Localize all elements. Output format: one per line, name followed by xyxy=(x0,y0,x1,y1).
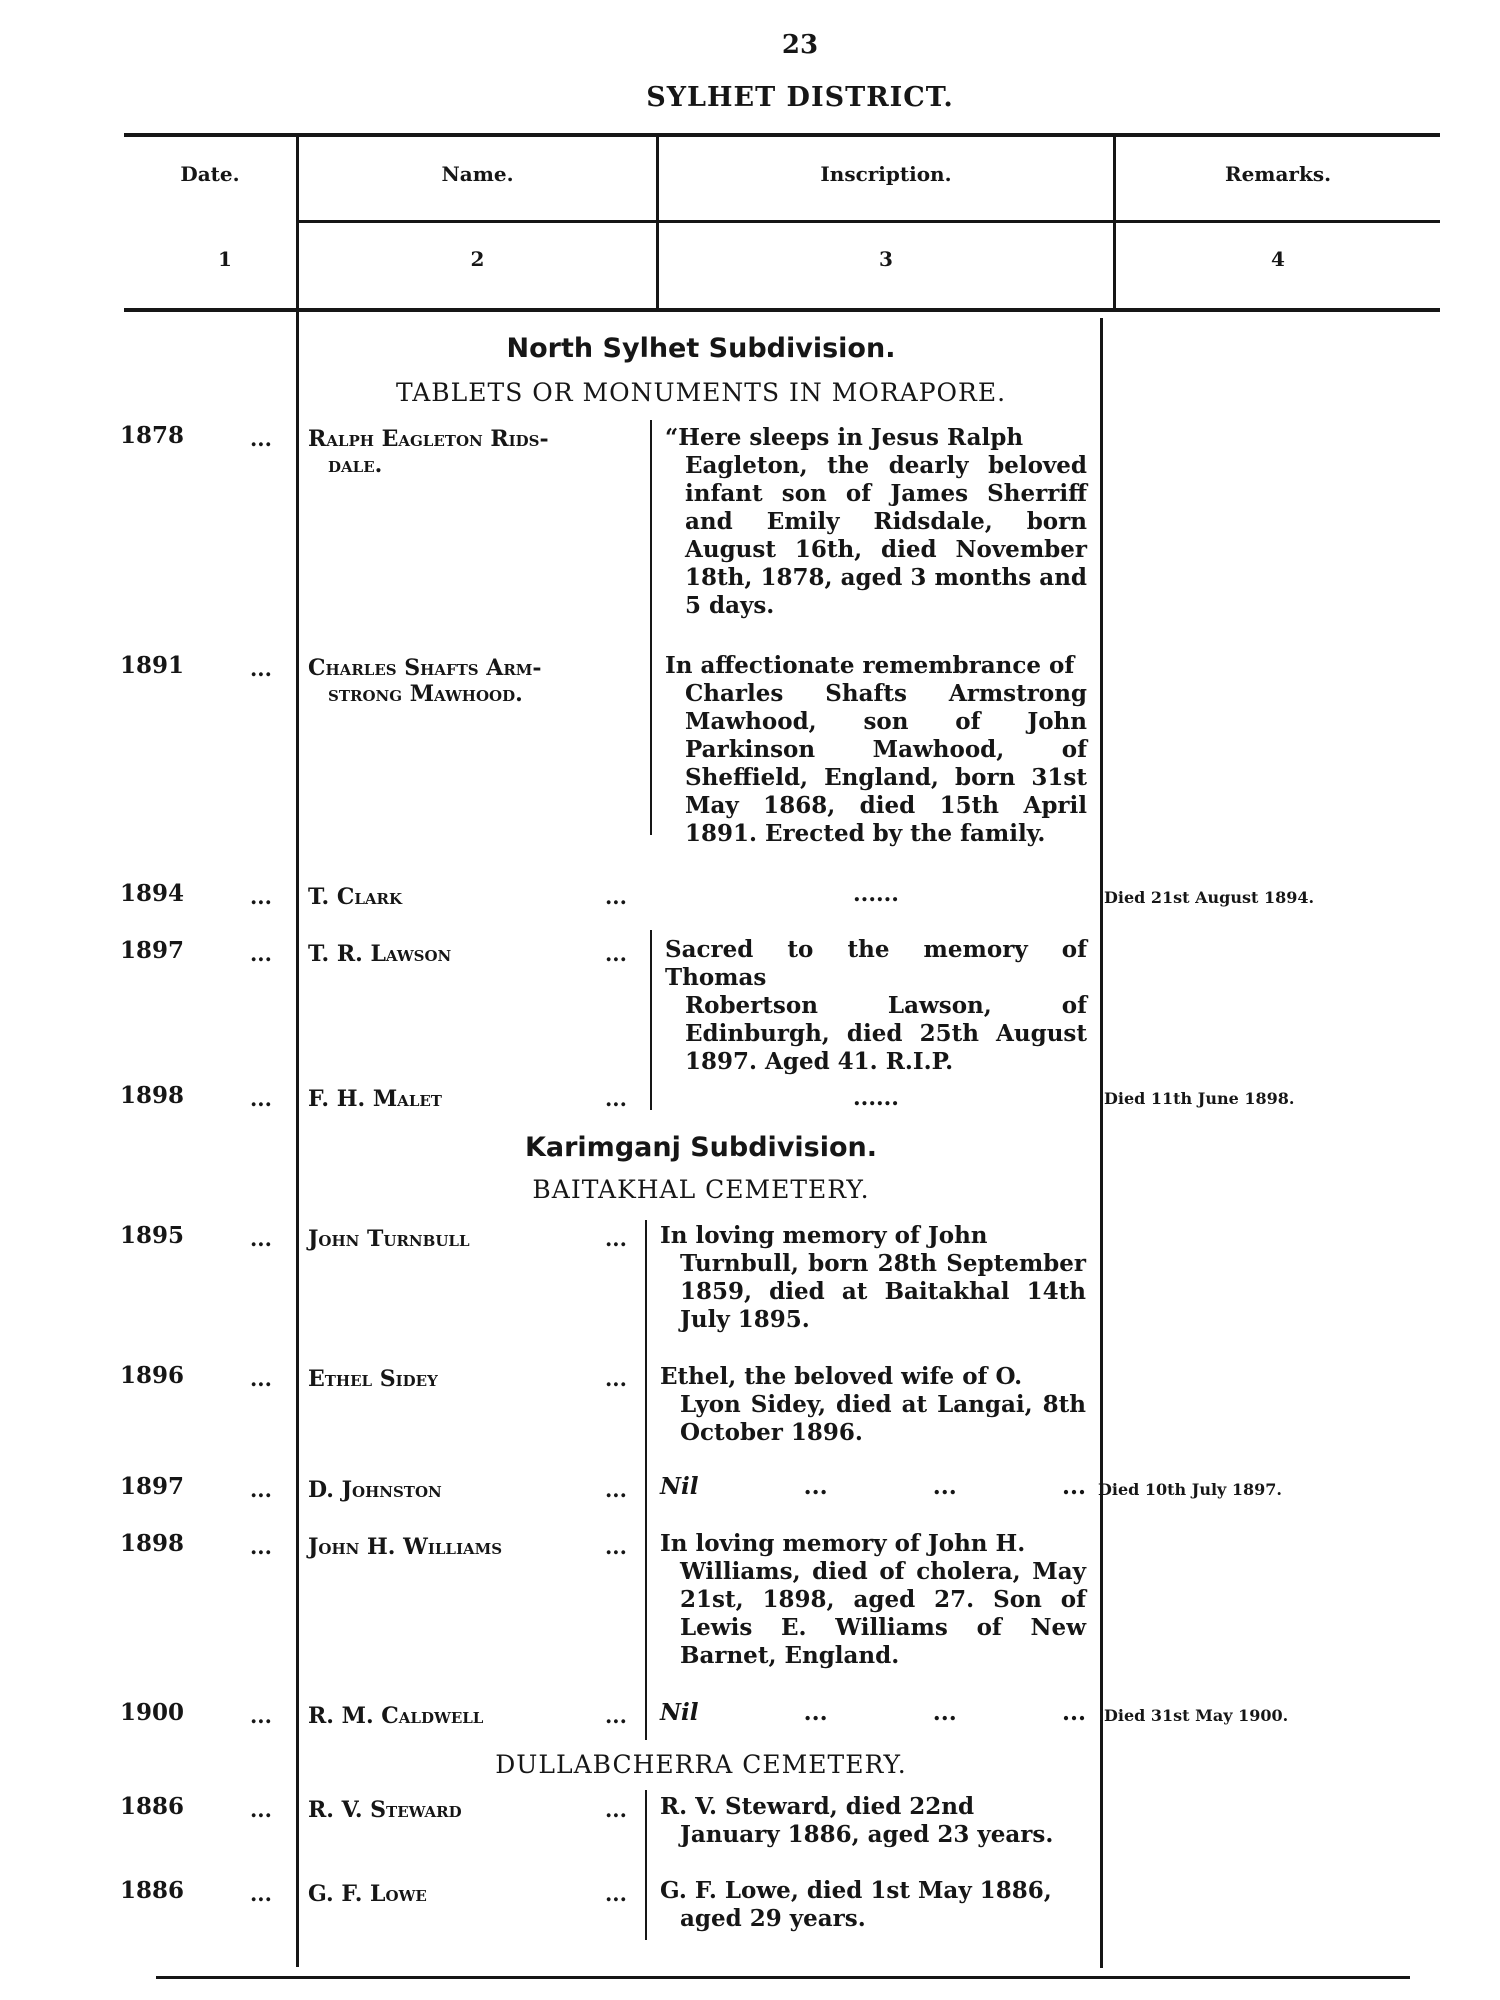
leader-dots: ... xyxy=(250,426,272,451)
entry-remark: Died 11th June 1898. xyxy=(1104,1089,1295,1108)
entry-name-line: dale. xyxy=(328,452,383,478)
page-number: 23 xyxy=(781,30,819,60)
inscription-column-divider xyxy=(650,930,652,1110)
entry-date: 1898 xyxy=(120,1530,185,1557)
leader-dots: ... xyxy=(250,1703,272,1728)
entry-name: R. M. Caldwell xyxy=(308,1703,484,1729)
entry-inscription xyxy=(660,1473,1086,1501)
leader-dots: ... xyxy=(605,1366,627,1391)
entry-date: 1897 xyxy=(120,1473,185,1500)
entry-name xyxy=(308,426,634,478)
table-top-rule xyxy=(124,133,1440,137)
leader-dots: ... xyxy=(1061,1473,1086,1500)
leader-dots: ... xyxy=(932,1473,957,1500)
cemetery-heading: DULLABCHERRA CEMETERY. xyxy=(495,1750,907,1779)
entry-date: 1896 xyxy=(120,1362,185,1389)
page-title: SYLHET DISTRICT. xyxy=(646,82,954,113)
entry-name: Ethel Sidey xyxy=(308,1366,438,1392)
inscription-placeholder: ...... xyxy=(853,1085,899,1111)
leader-dots: ... xyxy=(250,1366,272,1391)
entry-date: 1886 xyxy=(120,1793,185,1820)
inscription-line: Lyon Sidey, died at Langai, 8th October 1896. xyxy=(680,1391,1086,1446)
inscription-line: In loving memory of John xyxy=(660,1222,988,1249)
leader-dots: ... xyxy=(250,1226,272,1251)
entry-date: 1897 xyxy=(120,937,185,964)
leader-dots: ... xyxy=(605,1086,627,1111)
entry-name: G. F. Lowe xyxy=(308,1881,427,1907)
inscription-line: In loving memory of John H. xyxy=(660,1530,1026,1557)
table-bottom-rule xyxy=(156,1976,1410,1979)
leader-dots: ... xyxy=(250,1797,272,1822)
leader-dots: ... xyxy=(605,1534,627,1559)
leader-dots: ... xyxy=(605,1477,627,1502)
entry-inscription xyxy=(660,1530,1086,1670)
entry-date: 1886 xyxy=(120,1877,185,1904)
leader-dots: ... xyxy=(803,1473,828,1500)
column-number-2: 2 xyxy=(470,247,485,271)
leader-dots: ... xyxy=(250,1477,272,1502)
entry-name: F. H. Malet xyxy=(308,1086,442,1112)
inscription-line: In affectionate remembrance of xyxy=(665,652,1075,679)
column-number-3: 3 xyxy=(879,247,893,271)
entry-name-line: Charles Shafts Arm- xyxy=(308,655,542,681)
entry-name-line: Ralph Eagleton Rids- xyxy=(308,426,549,452)
leader-dots: ... xyxy=(250,884,272,909)
leader-dots: ... xyxy=(1061,1699,1086,1726)
cemetery-heading: BAITAKHAL CEMETERY. xyxy=(532,1175,870,1204)
inscription-line: January 1886, aged 23 years. xyxy=(680,1821,1054,1848)
entry-date: 1898 xyxy=(120,1082,185,1109)
inscription-line: G. F. Lowe, died 1st May 1886, xyxy=(660,1877,1052,1904)
entry-name: D. Johnston xyxy=(308,1477,442,1503)
entry-name xyxy=(308,655,634,707)
entry-name: T. R. Lawson xyxy=(308,941,452,967)
inscription-column-divider xyxy=(645,1220,647,1740)
entry-name: John H. Williams xyxy=(308,1534,503,1560)
leader-dots: ... xyxy=(250,656,272,681)
column-header-inscription: Inscription. xyxy=(820,162,952,186)
entry-remark: Died 21st August 1894. xyxy=(1104,888,1315,907)
leader-dots: ... xyxy=(932,1699,957,1726)
leader-dots: ... xyxy=(605,941,627,966)
leader-dots: ... xyxy=(605,1881,627,1906)
column-header-remarks: Remarks. xyxy=(1224,162,1332,186)
leader-dots: ... xyxy=(605,1797,627,1822)
leader-dots: ... xyxy=(250,1086,272,1111)
entry-name: R. V. Steward xyxy=(308,1797,462,1823)
entry-inscription xyxy=(660,1222,1086,1334)
subdivision-heading: Karimganj Subdivision. xyxy=(524,1132,878,1163)
entry-inscription xyxy=(665,424,1087,620)
entry-inscription xyxy=(665,936,1087,1076)
entry-name-line: strong Mawhood. xyxy=(328,681,523,707)
inscription-column-divider xyxy=(645,1790,647,1940)
inscription-placeholder: ...... xyxy=(853,881,899,907)
leader-dots: ... xyxy=(803,1699,828,1726)
entry-inscription xyxy=(660,1699,1086,1727)
leader-dots: ... xyxy=(250,1534,272,1559)
entry-date: 1900 xyxy=(120,1699,185,1726)
header-bottom-rule xyxy=(124,308,1440,312)
column-number-4: 4 xyxy=(1271,247,1285,271)
entry-remark: Died 31st May 1900. xyxy=(1104,1706,1289,1725)
subdivision-heading: North Sylhet Subdivision. xyxy=(506,333,896,364)
cemetery-heading: TABLETS OR MONUMENTS IN MORAPORE. xyxy=(395,378,1007,407)
inscription-line: “Here sleeps in Jesus Ralph xyxy=(665,424,1024,451)
inscription-nil: Nil xyxy=(660,1699,699,1726)
header-mid-rule xyxy=(296,220,1440,223)
inscription-line: Eagleton, the dearly beloved infant son of James Sherriff and Emily Ridsdale, born August 16th, died November 18th, 1878, aged 3 months and 5 days. xyxy=(685,452,1087,619)
leader-dots: ... xyxy=(250,1881,272,1906)
column-number-1: 1 xyxy=(218,247,232,271)
entry-date: 1895 xyxy=(120,1222,185,1249)
inscription-line: Williams, died of cholera, May 21st, 1898, aged 27. Son of Lewis E. Williams of New Barnet, England. xyxy=(680,1558,1086,1669)
entry-date: 1891 xyxy=(120,652,185,679)
inscription-nil: Nil xyxy=(660,1473,699,1500)
inscription-line: Turnbull, born 28th September 1859, died at Baitakhal 14th July 1895. xyxy=(680,1250,1086,1333)
column-header-date: Date. xyxy=(180,162,240,186)
leader-dots: ... xyxy=(605,1703,627,1728)
column-header-name: Name. xyxy=(441,162,514,186)
leader-dots: ... xyxy=(605,1226,627,1251)
entry-name: John Turnbull xyxy=(308,1226,470,1252)
inscription-line: Robertson Lawson, of Edinburgh, died 25th August 1897. Aged 41. R.I.P. xyxy=(685,992,1087,1075)
inscription-line: R. V. Steward, died 22nd xyxy=(660,1793,975,1820)
column-divider-date-name xyxy=(296,137,299,1967)
entry-name: T. Clark xyxy=(308,884,403,910)
leader-dots: ... xyxy=(250,941,272,966)
inscription-line: Sacred to the memory of Thomas xyxy=(665,936,1087,991)
entry-inscription xyxy=(660,1877,1086,1933)
inscription-line: Ethel, the beloved wife of O. xyxy=(660,1363,1023,1390)
leader-dots: ... xyxy=(605,884,627,909)
entry-inscription xyxy=(665,652,1087,848)
inscription-line: aged 29 years. xyxy=(680,1905,866,1932)
inscription-column-divider xyxy=(650,420,652,835)
entry-remark: Died 10th July 1897. xyxy=(1098,1480,1282,1499)
entry-date: 1878 xyxy=(120,422,185,449)
entry-date: 1894 xyxy=(120,880,185,907)
entry-inscription xyxy=(660,1363,1086,1447)
inscription-line: Charles Shafts Armstrong Mawhood, son of John Parkinson Mawhood, of Sheffield, England, born 31st May 1868, died 15th April 1891. Erected by the family. xyxy=(685,680,1087,847)
entry-inscription xyxy=(660,1793,1086,1849)
